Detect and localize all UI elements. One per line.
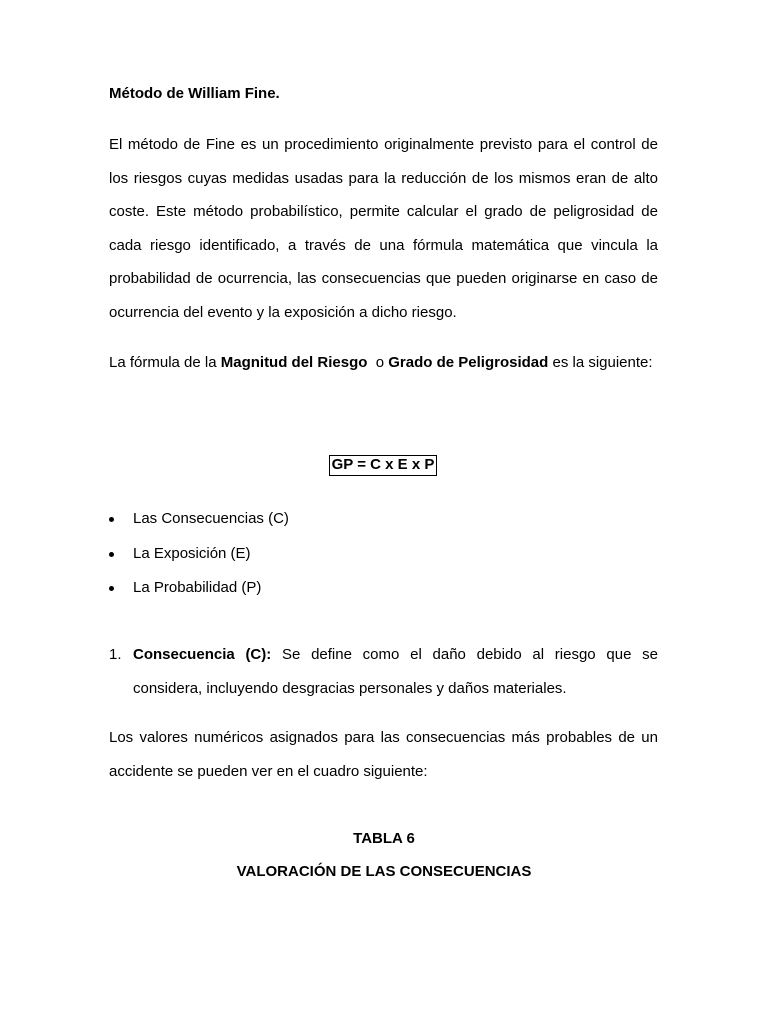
list-item-text: Las Consecuencias (C)	[133, 510, 289, 527]
list-item-text: La Exposición (E)	[133, 544, 251, 562]
bullet-icon	[109, 552, 114, 557]
list-item	[109, 505, 289, 540]
table-subtitle: VALORACIÓN DE LAS CONSECUENCIAS	[236, 863, 532, 880]
values-paragraph: Los valores numéricos asignados para las consecuencias más probables de un accidente se pueden ver en el cuadro siguiente:	[109, 729, 658, 780]
item-text	[133, 638, 658, 705]
item-number: 1.	[109, 646, 122, 663]
table-title: TABLA 6	[353, 830, 415, 847]
grado-peligrosidad-term: Grado de Peligrosidad	[388, 354, 549, 371]
numbered-item-consecuencia	[109, 638, 658, 705]
formula-intro-prefix: La fórmula de la	[109, 354, 221, 371]
list-item-text: La Probabilidad (P)	[133, 579, 262, 596]
bullet-icon	[109, 517, 114, 522]
item-definition: Se define como el daño debido al riesgo que se considera, incluyendo desgracias personales y daños materiales.	[133, 646, 658, 697]
list-item	[109, 574, 289, 609]
formula-intro-middle: o	[367, 354, 389, 371]
document-heading: Método de William Fine.	[109, 85, 280, 102]
bullet-icon	[109, 586, 114, 591]
factor-list	[109, 505, 289, 609]
item-term: Consecuencia (C):	[133, 646, 272, 663]
magnitud-riesgo-term: Magnitud del Riesgo	[220, 354, 368, 371]
formula-intro-paragraph	[109, 346, 658, 380]
formula-box: GP = C x E x P	[329, 455, 437, 476]
formula-intro-suffix: es la siguiente:	[548, 354, 653, 371]
list-item	[109, 540, 289, 575]
intro-paragraph: El método de Fine es un procedimiento originalmente previsto para el control de los riesgos cuyas medidas usadas para la reducción de los mismos eran de alto coste. Este método probabilístico, permite calcular el grado de peligrosidad de cada riesgo identificado, a través de una fórmula matemática que vincula la probabilidad de ocurrencia, las consecuencias que pueden originarse en caso de ocurrencia del evento y la exposición a dicho riesgo.	[109, 136, 658, 321]
